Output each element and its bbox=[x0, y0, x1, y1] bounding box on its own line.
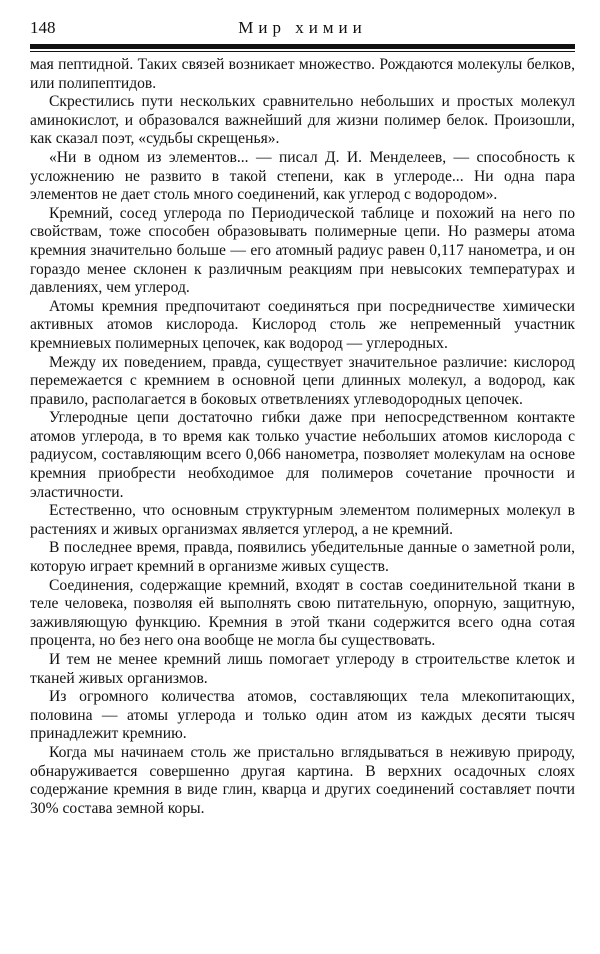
paragraph: И тем не менее кремний лишь помогает углероду в строительстве клеток и тканей живых организмов. bbox=[30, 651, 575, 687]
page-number: 148 bbox=[30, 18, 56, 37]
paragraph: Углеродные цепи достаточно гибки даже при непосредственном контакте атомов углерода, в то время как только участие небольших атомов кислорода с радиусом, составляющим всего 0,066 нанометра, позволяет молекулам на основе кремния приобрести необходимое для полимеров сочетание прочности и эластичности. bbox=[30, 409, 575, 501]
running-head bbox=[30, 14, 575, 40]
paragraph: Между их поведением, правда, существует значительное различие: кислород перемежается с кремнием в основной цепи длинных молекул, а водород, как правило, располагается в боковых ответвлениях углеводородных цепочек. bbox=[30, 353, 575, 408]
paragraph: Атомы кремния предпочитают соединяться при посредничестве химически активных атомов кислорода. Кислород столь же непременный участник кремниевых полимерных цепочек, как водород — углеродных. bbox=[30, 297, 575, 352]
header-rule-thick bbox=[30, 44, 575, 49]
paragraph: Кремний, сосед углерода по Периодической таблице и похожий на него по свойствам, тоже способен образовывать полимерные цепи. Но размеры атома кремния значительно больше — его атомный радиус равен 0,117 нанометра, и он гораздо менее склонен к различным реакциям при невысоких температурах и давлениях, чем углерод. bbox=[30, 204, 575, 297]
running-title: Мир химии bbox=[238, 18, 367, 37]
paragraph: Из огромного количества атомов, составляющих тела млекопитающих, половина — атомы углерода и только один атом из каждых десяти тысяч принадлежит кремнию. bbox=[30, 688, 575, 743]
body-text bbox=[30, 56, 575, 818]
paragraph: Естественно, что основным структурным элементом полимерных молекул в растениях и живых организмах является углерод, а не кремний. bbox=[30, 502, 575, 538]
paragraph: «Ни в одном из элементов... — писал Д. И. Менделеев, — способность к усложнению не развито в такой степени, как в углероде... Ни одна пара элементов не дает столь много соединений, как углерод с водородом». bbox=[30, 148, 575, 204]
header-rule-thin bbox=[30, 51, 575, 52]
paragraph: мая пептидной. Таких связей возникает множество. Рождаются молекулы белков, или полипептидов. bbox=[30, 56, 575, 92]
book-page bbox=[30, 14, 575, 818]
paragraph: Соединения, содержащие кремний, входят в состав соединительной ткани в теле человека, позволяя ей выполнять свою питательную, опорную, защитную, заживляющую функцию. Кремния в этой ткани содержится всего одна сотая процента, но без него она вообще не могла бы существовать. bbox=[30, 576, 575, 650]
paragraph: Скрестились пути нескольких сравнительно небольших и простых молекул аминокислот, и образовался важнейший для жизни полимер белок. Произошли, как сказал поэт, «судьбы скрещенья». bbox=[30, 93, 575, 148]
paragraph: В последнее время, правда, появились убедительные данные о заметной роли, которую играет кремний в организме живых существ. bbox=[30, 539, 575, 576]
paragraph: Когда мы начинаем столь же пристально вглядываться в неживую природу, обнаруживается совершенно другая картина. В верхних осадочных слоях содержание кремния в виде глин, кварца и других соединений составляет почти 30% состава земной коры. bbox=[30, 743, 575, 817]
